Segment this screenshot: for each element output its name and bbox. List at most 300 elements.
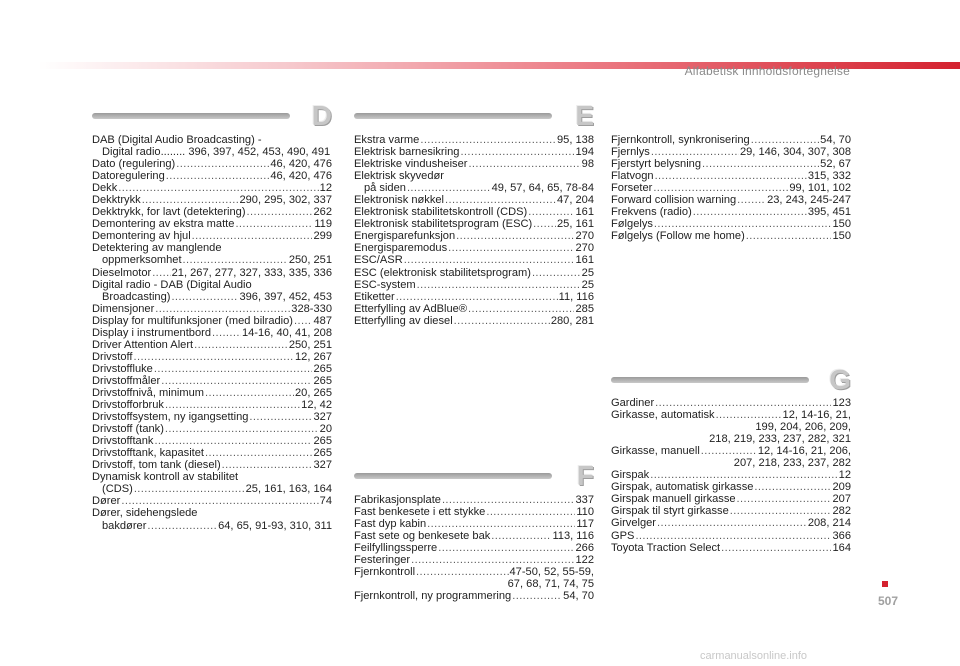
index-term: Driver Attention Alert bbox=[92, 338, 194, 351]
index-pages: 396, 397, 452, 453 bbox=[239, 290, 332, 303]
index-entry-row bbox=[92, 495, 332, 507]
dot-leader bbox=[294, 315, 312, 327]
index-entry-row bbox=[92, 507, 332, 519]
dot-leader bbox=[417, 279, 581, 291]
index-pages: 270 bbox=[575, 230, 594, 243]
section-heading-f bbox=[354, 460, 594, 491]
index-pages: 25 bbox=[581, 266, 594, 279]
dot-leader bbox=[657, 517, 807, 529]
section-heading-d bbox=[92, 100, 332, 131]
index-column-g bbox=[611, 397, 851, 554]
index-term: Elektrisk barnesikring bbox=[354, 146, 460, 159]
index-entry-row bbox=[354, 158, 594, 170]
section-heading-bar bbox=[92, 113, 290, 119]
index-entry-row bbox=[354, 303, 594, 315]
index-entry-row bbox=[92, 483, 332, 495]
index-entry-row bbox=[611, 493, 851, 505]
index-term: Dekk bbox=[92, 182, 118, 195]
index-entry-row bbox=[354, 554, 594, 566]
index-entry-row bbox=[611, 206, 851, 218]
index-pages: 285 bbox=[575, 302, 594, 315]
section-letter: F bbox=[576, 460, 594, 491]
dot-leader bbox=[247, 206, 313, 218]
dot-leader bbox=[754, 481, 831, 493]
index-pages: 74 bbox=[319, 495, 332, 508]
page-marker-square bbox=[882, 581, 888, 587]
index-entry bbox=[611, 481, 851, 493]
dot-leader bbox=[655, 397, 831, 409]
index-term: oppmerksomhet bbox=[102, 254, 182, 267]
index-entry-row bbox=[354, 254, 594, 266]
index-pages: 150 bbox=[832, 230, 851, 243]
index-term: på siden bbox=[364, 182, 406, 195]
dot-leader bbox=[249, 411, 312, 423]
index-term: Dører bbox=[92, 495, 121, 508]
index-pages: 161 bbox=[575, 206, 594, 219]
index-entry-row bbox=[92, 471, 332, 483]
index-entry bbox=[354, 206, 594, 218]
index-entry-row bbox=[611, 530, 851, 542]
index-term: ESC (elektronisk stabilitetsprogram) bbox=[354, 266, 531, 279]
index-term: Digital radio - DAB (Digital Audio bbox=[92, 278, 252, 291]
index-pages: 119 bbox=[314, 218, 332, 231]
index-term: Festeringer bbox=[354, 554, 411, 567]
index-pages-continued: 67, 68, 71, 74, 75 bbox=[507, 578, 594, 591]
index-term: Girspak, automatisk girkasse bbox=[611, 481, 754, 494]
index-term: Dato (regulering) bbox=[92, 158, 176, 171]
index-pages: 262 bbox=[313, 206, 332, 219]
index-entry bbox=[611, 469, 851, 481]
dot-leader bbox=[655, 170, 807, 182]
index-entry-row bbox=[354, 315, 594, 327]
index-term: Dynamisk kontroll av stabilitet bbox=[92, 471, 239, 484]
dot-leader bbox=[161, 375, 312, 387]
index-entry-row bbox=[92, 363, 332, 375]
index-pages: 29, 146, 304, 307, 308 bbox=[739, 146, 851, 159]
dot-leader bbox=[651, 146, 739, 158]
dot-leader bbox=[154, 363, 313, 375]
index-entry-row bbox=[354, 494, 594, 506]
index-pages: 150 bbox=[832, 218, 851, 231]
index-entry bbox=[354, 182, 594, 194]
index-pages: 327 bbox=[313, 411, 332, 424]
index-term: bakdører bbox=[102, 519, 147, 532]
index-pages: 95, 138 bbox=[556, 134, 594, 146]
index-pages: 54, 70 bbox=[563, 590, 594, 603]
index-entry-row bbox=[354, 242, 594, 254]
dot-leader bbox=[716, 409, 782, 421]
index-entry-row bbox=[611, 134, 851, 146]
index-pages: 12, 14-16, 21, bbox=[782, 409, 851, 422]
index-entry bbox=[354, 279, 594, 291]
index-entry bbox=[611, 182, 851, 194]
index-pages: 366 bbox=[832, 529, 851, 542]
index-entry bbox=[92, 303, 332, 315]
index-term: Frekvens (radio) bbox=[611, 206, 692, 219]
index-pages: 20 bbox=[319, 423, 332, 436]
dot-leader bbox=[155, 303, 290, 315]
index-term: (CDS) bbox=[102, 483, 133, 496]
index-entry-row bbox=[92, 134, 332, 146]
index-entry bbox=[611, 170, 851, 182]
dot-leader bbox=[212, 327, 241, 339]
index-term: Fjerstyrt belysning bbox=[611, 158, 702, 171]
index-term: Drivstoffmåler bbox=[92, 374, 161, 387]
index-entry bbox=[92, 218, 332, 230]
section-heading-e bbox=[354, 100, 594, 131]
index-entry-row bbox=[92, 230, 332, 242]
index-entry bbox=[611, 517, 851, 529]
dot-leader bbox=[486, 506, 575, 518]
index-entry-row bbox=[92, 387, 332, 399]
index-entry bbox=[92, 399, 332, 411]
index-entry-row bbox=[92, 411, 332, 423]
index-term: Elektronisk stabilitetskontroll (CDS) bbox=[354, 206, 528, 219]
dot-leader bbox=[166, 170, 270, 182]
index-entry bbox=[92, 411, 332, 423]
index-pages: 98 bbox=[581, 158, 594, 171]
index-term: Fast sete og benkesete bak bbox=[354, 530, 491, 543]
section-letter: G bbox=[829, 364, 851, 395]
dot-leader bbox=[171, 291, 238, 303]
index-entry bbox=[92, 315, 332, 327]
dot-leader bbox=[701, 445, 757, 457]
index-term: Drivstoffnivå, minimum bbox=[92, 386, 204, 399]
index-entry bbox=[92, 507, 332, 519]
watermark-text: carmanualsonline.info bbox=[700, 650, 808, 662]
index-pages: 265 bbox=[313, 447, 332, 460]
index-term: Display i instrumentbord bbox=[92, 326, 211, 339]
dot-leader bbox=[438, 542, 574, 554]
index-term: Feilfyllingssperre bbox=[354, 542, 438, 555]
index-entry-row bbox=[354, 566, 594, 578]
index-entry-row bbox=[354, 518, 594, 530]
index-pages: 49, 57, 64, 65, 78-84 bbox=[491, 182, 594, 195]
section-letter: E bbox=[575, 100, 594, 131]
index-entry-row bbox=[92, 206, 332, 218]
index-term: Broadcasting) bbox=[102, 290, 171, 303]
index-term: Girspak til styrt girkasse bbox=[611, 505, 729, 518]
index-entry-row bbox=[92, 399, 332, 411]
index-entry bbox=[611, 134, 851, 146]
index-term: DAB (Digital Audio Broadcasting) - bbox=[92, 134, 262, 146]
dot-leader bbox=[205, 447, 312, 459]
index-entry bbox=[92, 230, 332, 242]
index-entry-row bbox=[354, 218, 594, 230]
index-entry-row bbox=[354, 267, 594, 279]
index-entry bbox=[92, 339, 332, 351]
index-column-f bbox=[354, 494, 594, 602]
index-entry bbox=[92, 351, 332, 363]
dot-leader bbox=[468, 158, 580, 170]
index-entry-row bbox=[354, 279, 594, 291]
index-entry-row bbox=[354, 146, 594, 158]
section-heading-bar bbox=[354, 113, 552, 119]
index-entry bbox=[92, 158, 332, 170]
index-entry-row bbox=[611, 505, 851, 517]
dot-leader bbox=[176, 158, 269, 170]
index-entry bbox=[92, 423, 332, 435]
dot-leader bbox=[448, 242, 574, 254]
index-entry-row bbox=[354, 291, 594, 303]
dot-leader bbox=[165, 399, 300, 411]
index-entry-row bbox=[611, 218, 851, 230]
index-entry-row bbox=[611, 182, 851, 194]
index-entry bbox=[354, 170, 594, 182]
index-entry bbox=[92, 182, 332, 194]
index-entry-row bbox=[92, 459, 332, 471]
index-pages: 110 bbox=[576, 506, 594, 519]
index-entry bbox=[92, 327, 332, 339]
dot-leader bbox=[194, 339, 288, 351]
index-pages: 266 bbox=[575, 542, 594, 555]
index-entry bbox=[611, 206, 851, 218]
index-term: Dekktrykk bbox=[92, 194, 141, 207]
index-entry-row bbox=[92, 303, 332, 315]
dot-leader bbox=[445, 194, 556, 206]
index-column-f-continued bbox=[611, 134, 851, 242]
dot-leader bbox=[702, 158, 819, 170]
index-entry bbox=[354, 242, 594, 254]
dot-leader bbox=[528, 206, 574, 218]
index-entry bbox=[611, 146, 851, 158]
index-entry-row bbox=[92, 351, 332, 363]
index-term: Drivstoff bbox=[92, 350, 133, 363]
index-entry bbox=[92, 254, 332, 266]
index-term: Fabrikasjonsplate bbox=[354, 494, 441, 506]
index-entry bbox=[354, 590, 594, 602]
dot-leader bbox=[165, 423, 319, 435]
index-entry bbox=[611, 230, 851, 242]
index-entry-row bbox=[611, 445, 851, 457]
index-entry bbox=[354, 146, 594, 158]
index-entry-row bbox=[611, 542, 851, 554]
index-pages: 12, 14-16, 21, 206, bbox=[757, 445, 851, 458]
index-pages: 161 bbox=[575, 254, 594, 267]
dot-leader bbox=[491, 530, 551, 542]
index-entry-row bbox=[611, 517, 851, 529]
index-entry bbox=[354, 254, 594, 266]
index-term: Girkasse, manuell bbox=[611, 445, 700, 458]
index-term: ESC/ASR bbox=[354, 254, 403, 267]
index-entry-row bbox=[92, 423, 332, 435]
index-entry-row bbox=[92, 327, 332, 339]
index-term: Demontering av ekstra matte bbox=[92, 218, 235, 231]
index-entry bbox=[611, 445, 851, 469]
section-letter: D bbox=[311, 100, 332, 131]
index-entry bbox=[92, 363, 332, 375]
index-term: Elektriske vindusheiser bbox=[354, 158, 468, 171]
dot-leader bbox=[454, 315, 550, 327]
index-pages-continued: 207, 218, 233, 237, 282 bbox=[733, 457, 851, 470]
index-term: Fjernkontroll, ny programmering bbox=[354, 590, 512, 603]
index-entry bbox=[92, 447, 332, 459]
index-pages: 12, 267 bbox=[294, 350, 332, 363]
index-entry bbox=[92, 435, 332, 447]
dot-leader bbox=[693, 206, 807, 218]
index-term: Elektronisk nøkkel bbox=[354, 194, 445, 207]
dot-leader bbox=[152, 267, 170, 279]
index-entry-row bbox=[611, 397, 851, 409]
index-pages: 164 bbox=[832, 541, 851, 554]
index-term: Drivstofftank, kapasitet bbox=[92, 447, 205, 460]
index-entry bbox=[92, 267, 332, 279]
index-entry-row bbox=[92, 242, 332, 254]
index-entry-row bbox=[92, 170, 332, 182]
index-entry-row bbox=[92, 447, 332, 459]
dot-leader bbox=[133, 351, 294, 363]
index-term: Drivstoffsystem, ny igangsetting bbox=[92, 411, 249, 424]
dot-leader bbox=[512, 590, 562, 602]
index-entry bbox=[92, 206, 332, 218]
index-entry bbox=[354, 315, 594, 327]
index-entry bbox=[611, 493, 851, 505]
index-entry-row bbox=[92, 279, 332, 291]
index-entry-row bbox=[92, 520, 332, 532]
index-pages-continued: 199, 204, 206, 209, bbox=[755, 421, 851, 434]
index-term: Girspak bbox=[611, 469, 650, 482]
index-pages: 64, 65, 91-93, 310, 311 bbox=[218, 519, 332, 532]
index-entry bbox=[92, 291, 332, 303]
index-term: Fjernkontroll, synkronisering bbox=[611, 134, 750, 146]
index-entry-row bbox=[92, 194, 332, 206]
index-entry bbox=[354, 303, 594, 315]
index-entry bbox=[354, 530, 594, 542]
index-term: Gardiner bbox=[611, 397, 655, 409]
index-pages: 208, 214 bbox=[807, 517, 851, 530]
index-term: Drivstoff, tom tank (diesel) bbox=[92, 459, 221, 472]
index-entry-row bbox=[92, 435, 332, 447]
dot-leader bbox=[653, 182, 788, 194]
index-entry bbox=[611, 542, 851, 554]
index-pages: 47-50, 52, 55-59, bbox=[509, 566, 594, 579]
index-pages: 46, 420, 476 bbox=[270, 170, 332, 183]
index-entry-row bbox=[611, 230, 851, 242]
index-pages: 207 bbox=[832, 493, 851, 506]
dot-leader bbox=[420, 134, 556, 146]
dot-leader bbox=[142, 194, 239, 206]
index-pages: 327 bbox=[313, 459, 332, 472]
index-term: Fjernlys bbox=[611, 146, 650, 159]
index-entry bbox=[92, 387, 332, 399]
index-entry-row bbox=[354, 506, 594, 518]
index-pages: 487 bbox=[313, 314, 332, 327]
index-entry bbox=[354, 506, 594, 518]
index-pages: 99, 101, 102 bbox=[789, 182, 851, 195]
index-entry-row bbox=[354, 194, 594, 206]
index-pages: 54, 70 bbox=[820, 134, 851, 146]
index-term: Dimensjoner bbox=[92, 302, 155, 315]
dot-leader bbox=[532, 267, 581, 279]
dot-leader bbox=[721, 542, 831, 554]
dot-leader bbox=[118, 182, 318, 194]
index-entry-row bbox=[92, 315, 332, 327]
index-pages: 194 bbox=[575, 146, 594, 159]
index-term: Fast benkesete i ett stykke bbox=[354, 506, 486, 519]
index-term: Forward collision warning bbox=[611, 194, 737, 207]
index-pages: 265 bbox=[313, 374, 332, 387]
dot-leader bbox=[746, 230, 832, 242]
index-pages-continued: 218, 219, 233, 237, 282, 321 bbox=[709, 433, 851, 446]
index-term: Girspak manuell girkasse bbox=[611, 493, 736, 506]
dot-leader bbox=[751, 134, 819, 146]
index-pages: 209 bbox=[832, 481, 851, 494]
index-term: Drivstofforbruk bbox=[92, 399, 164, 412]
index-pages: 20, 265 bbox=[294, 386, 332, 399]
index-entry-row bbox=[92, 218, 332, 230]
page-header-title: Alfabetisk innholdsfortegnelse bbox=[684, 64, 850, 78]
index-pages: 328-330 bbox=[291, 302, 332, 315]
index-entry bbox=[354, 158, 594, 170]
index-entry-row bbox=[92, 182, 332, 194]
index-pages: 11, 116 bbox=[558, 290, 594, 303]
dot-leader bbox=[737, 194, 766, 206]
index-pages: 12 bbox=[838, 469, 851, 482]
index-entry bbox=[92, 194, 332, 206]
index-term: Dører, sidehengslede bbox=[92, 507, 198, 520]
index-pages: 280, 281 bbox=[550, 314, 594, 327]
dot-leader bbox=[468, 303, 574, 315]
index-pages: 47, 204 bbox=[556, 194, 594, 207]
index-entry-row bbox=[354, 542, 594, 554]
index-pages: 315, 332 bbox=[807, 170, 851, 183]
dot-leader bbox=[396, 291, 558, 303]
index-entry bbox=[354, 194, 594, 206]
index-entry bbox=[611, 505, 851, 517]
dot-leader bbox=[635, 530, 831, 542]
index-term: Dieselmotor bbox=[92, 266, 152, 279]
index-entry bbox=[354, 542, 594, 554]
index-term: Girvelger bbox=[611, 517, 657, 530]
index-entry-row bbox=[354, 590, 594, 602]
index-column-e bbox=[354, 134, 594, 327]
index-entry-row bbox=[354, 134, 594, 146]
index-pages: 23, 243, 245-247 bbox=[767, 194, 851, 207]
index-pages: 250, 251 bbox=[288, 254, 332, 267]
dot-leader bbox=[407, 182, 491, 194]
index-term: Elektronisk stabilitetsprogram (ESC) bbox=[354, 218, 533, 231]
index-pages-continued: Digital radio........ 396, 397, 452, 453, 490, 491 bbox=[102, 146, 331, 159]
dot-leader bbox=[192, 230, 313, 242]
index-term: Energisparemodus bbox=[354, 242, 448, 255]
index-entry bbox=[611, 397, 851, 409]
index-term: Følgelys (Follow me home) bbox=[611, 230, 745, 243]
dot-leader bbox=[730, 505, 832, 517]
index-term: Energisparefunksjon bbox=[354, 230, 456, 243]
index-term: Dekktrykk, for lavt (detektering) bbox=[92, 206, 246, 219]
index-entry-row bbox=[92, 375, 332, 387]
index-term: Etterfylling av AdBlue® bbox=[354, 302, 468, 315]
index-term: ESC-system bbox=[354, 278, 416, 291]
index-pages: 282 bbox=[832, 505, 851, 518]
index-entry bbox=[354, 291, 594, 303]
dot-leader bbox=[222, 459, 313, 471]
index-term: Etiketter bbox=[354, 290, 395, 303]
index-entry bbox=[92, 170, 332, 182]
index-term: Flatvogn bbox=[611, 170, 654, 183]
index-entry bbox=[92, 483, 332, 495]
section-heading-g bbox=[611, 364, 851, 395]
index-entry bbox=[611, 158, 851, 170]
index-column-d bbox=[92, 134, 332, 532]
index-pages: 117 bbox=[576, 518, 594, 531]
index-term: Ekstra varme bbox=[354, 134, 420, 146]
index-pages: 12, 42 bbox=[301, 399, 332, 412]
dot-leader bbox=[737, 493, 832, 505]
index-pages: 265 bbox=[313, 362, 332, 375]
index-entry-row bbox=[611, 170, 851, 182]
index-entry bbox=[354, 218, 594, 230]
